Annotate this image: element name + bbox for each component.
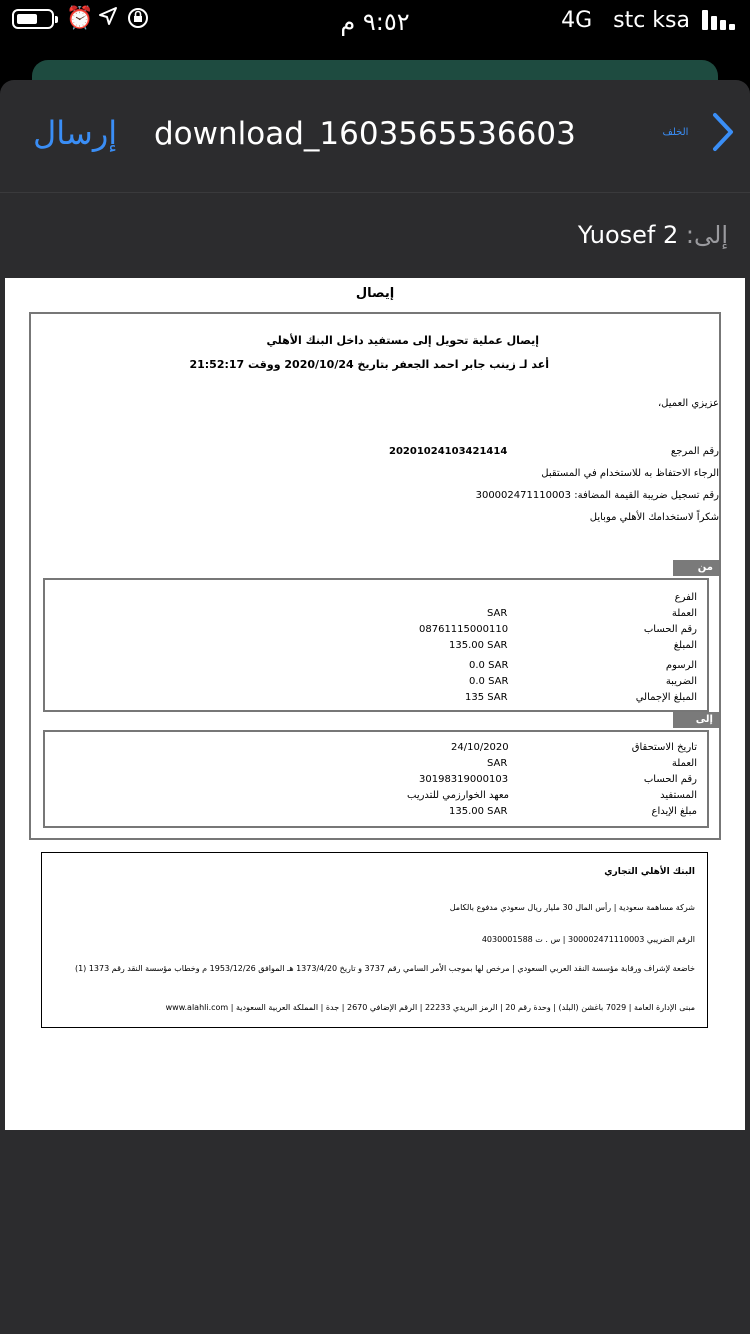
bank-address: مبنى الإدارة العامة | 7029 باغشن (البلد) | وحدة رقم 20 | الرمز البريدي 22233 | الرقم الإضافي 2670 | جدة | المملكة العربية السعودية | www.alahli.com <box>165 1003 695 1012</box>
status-time: ٩:٥٢ م <box>340 8 410 36</box>
back-button[interactable] <box>663 112 735 152</box>
ref-value: 20201024103421414 <box>389 446 508 457</box>
to-box <box>43 730 709 828</box>
to-label: تاريخ الاستحقاق <box>631 742 697 753</box>
from-value: 08761115000110 <box>419 624 509 635</box>
nav-bar <box>0 80 750 192</box>
bank-company: شركة مساهمة سعودية | رأس المال 30 مليار ريال سعودي مدفوع بالكامل <box>449 903 695 912</box>
from-label: الضريبة <box>665 676 697 687</box>
share-sheet <box>0 80 750 1334</box>
from-label: الرسوم <box>665 660 697 671</box>
receipt-heading: إيصال عملية تحويل إلى مستفيد داخل البنك الأهلي <box>266 334 539 347</box>
network-type: 4G <box>561 8 593 33</box>
ref-label: رقم المرجع <box>670 446 719 457</box>
from-value: SAR <box>487 608 508 619</box>
send-button[interactable]: إرسال <box>33 114 118 152</box>
bank-name: البنك الأهلي التجاري <box>604 867 695 877</box>
receipt-box: إيصال عملية تحويل إلى مستفيد داخل البنك الأهلي أعد لـ زينب جابر احمد الجعفر بتاريخ 2020/10/24 ووقت 21:52:17 عزيزي العميل، رقم المرجع 20201024103421414 الرجاء الاحتفاظ به للاستخدام في المستقبل رقم تسجيل ضريبة القيمة المضافة: 300002471110003 شكراً لاستخدامك الأهلي موبايل من الفرع العملة SAR رقم الحساب 08761115000110 المبلغ 135.00 SAR الرسوم 0.0 SAR الضريبة 0.0 SAR المبلغ الإجمالي 135 SAR إلى تاريخ الاستحقاق 24/10/2020 العملة SAR رقم الحساب 30198319000103 المستفيد معهد الخوارزمي للتدريب مبلغ الإيداع 135.00 SAR <box>29 312 721 840</box>
to-label: المستفيد <box>660 790 697 801</box>
keep-note: الرجاء الاحتفاظ به للاستخدام في المستقبل <box>541 468 719 479</box>
to-label: رقم الحساب <box>643 774 697 785</box>
from-value: 135 SAR <box>465 692 508 703</box>
document-preview <box>5 278 745 1130</box>
bank-regulation: خاضعة لإشراف ورقابة مؤسسة النقد العربي السعودي | مرخص لها بموجب الأمر السامي رقم 3737 و تاريخ 1373/4/20 هـ الموافق 1953/12/26 م وخطاب مؤسسة النقد رقم 1373 (1) <box>74 964 695 973</box>
from-label: المبلغ الإجمالي <box>635 692 697 703</box>
to-label: مبلغ الإيداع <box>651 806 697 817</box>
from-label: رقم الحساب <box>643 624 697 635</box>
carrier-info <box>561 8 690 33</box>
from-box <box>43 578 709 712</box>
to-label: العملة <box>671 758 697 769</box>
from-label: العملة <box>671 608 697 619</box>
status-bar <box>0 0 750 44</box>
to-value: 30198319000103 <box>419 774 509 785</box>
thanks-note: شكراً لاستخدامك الأهلي موبايل <box>589 512 719 523</box>
bank-footer <box>41 852 708 1028</box>
to-value: 135.00 SAR <box>449 806 508 817</box>
recipient-row[interactable] <box>0 193 750 277</box>
recipient-name: Yuosef 2 <box>577 221 679 249</box>
to-value: معهد الخوارزمي للتدريب <box>407 790 510 801</box>
from-value: 135.00 SAR <box>449 640 508 651</box>
from-label: الفرع <box>674 592 697 603</box>
vat-line: رقم تسجيل ضريبة القيمة المضافة: 300002471110003 <box>475 490 719 501</box>
to-value: 24/10/2020 <box>451 742 509 753</box>
bank-tax: الرقم الضريبي 300002471110003 | س . ت 4030001588 <box>481 935 695 944</box>
file-title: download_1603565536603 <box>154 116 576 152</box>
signal-icon <box>702 10 738 30</box>
from-value: 0.0 SAR <box>469 660 509 671</box>
from-tab: من <box>673 560 719 576</box>
chevron-right-icon <box>712 112 734 152</box>
to-tab: إلى <box>673 712 719 728</box>
recipient-label: إلى: <box>685 221 728 249</box>
back-label: الخلف <box>662 126 689 138</box>
from-label: المبلغ <box>673 640 697 651</box>
receipt-title: إيصال <box>355 286 395 301</box>
to-value: SAR <box>487 758 508 769</box>
from-value: 0.0 SAR <box>469 676 509 687</box>
alarm-icon: ⏰ <box>66 6 94 31</box>
carrier-name: stc ksa <box>613 8 690 33</box>
prepared-for: أعد لـ زينب جابر احمد الجعفر بتاريخ 2020/10/24 ووقت 21:52:17 <box>189 358 549 371</box>
